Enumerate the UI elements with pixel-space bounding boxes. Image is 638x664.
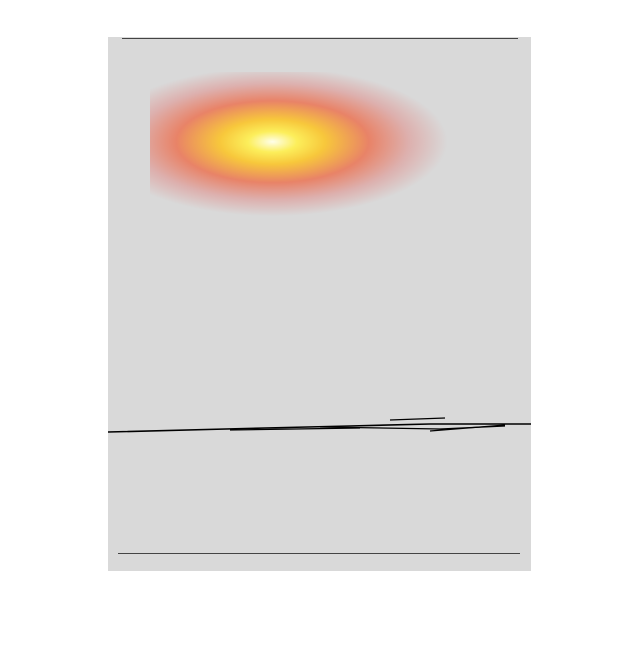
source-rule — [118, 553, 520, 554]
top-rule — [122, 38, 518, 39]
charts-area — [108, 120, 531, 490]
charts-svg — [108, 120, 531, 490]
